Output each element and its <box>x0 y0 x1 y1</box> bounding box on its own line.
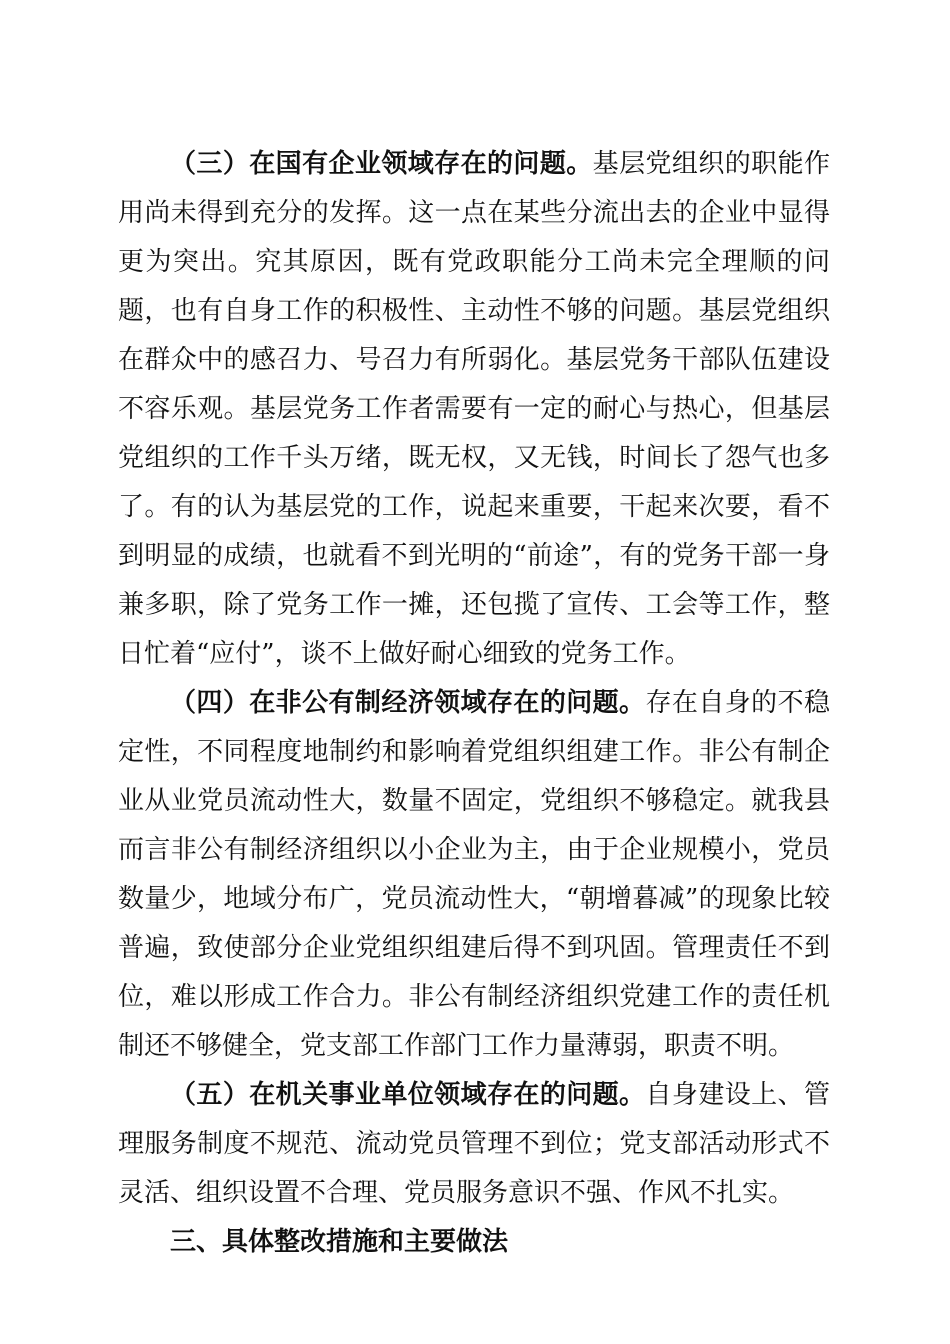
paragraph-lead: （四）在非公有制经济领域存在的问题。 <box>170 688 646 718</box>
paragraph-non-public-economy <box>118 679 830 1071</box>
paragraph-text: 基层党组织的职能作用尚未得到充分的发挥。这一点在某些分流出去的企业中显得更为突出。究其原因，既有党政职能分工尚未完全理顺的问题，也有自身工作的积极性、主动性不够的问题。基层党组织在群众中的感召力、号召力有所弱化。基层党务干部队伍建设不容乐观。基层党务工作者需要有一定的耐心与热心，但基层党组织的工作千头万绪，既无权，又无钱，时间长了怨气也多了。有的认为基层党的工作，说起来重要，干起来次要，看不到明显的成绩，也就看不到光明的“前途”，有的党务干部一身兼多职，除了党务工作一摊，还包揽了宣传、工会等工作，整日忙着“应付”，谈不上做好耐心细致的党务工作。 <box>118 149 830 669</box>
paragraph-state-owned-enterprises <box>118 140 830 679</box>
paragraph-text: 自身建设上、管理服务制度不规范、流动党员管理不到位；党支部活动形式不灵活、组织设置不合理、党员服务意识不强、作风不扎实。 <box>118 1080 830 1208</box>
paragraph-lead: （三）在国有企业领域存在的问题。 <box>170 149 593 179</box>
paragraph-public-institutions <box>118 1071 830 1218</box>
paragraph-lead: （五）在机关事业单位领域存在的问题。 <box>170 1080 646 1110</box>
document-body <box>118 140 830 1267</box>
paragraph-text: 存在自身的不稳定性，不同程度地制约和影响着党组织组建工作。非公有制企业从业党员流动性大，数量不固定，党组织不够稳定。就我县而言非公有制经济组织以小企业为主，由于企业规模小，党员数量少，地域分布广，党员流动性大，“朝增暮减”的现象比较普遍，致使部分企业党组织组建后得不到巩固。管理责任不到位，难以形成工作合力。非公有制经济组织党建工作的责任机制还不够健全，党支部工作部门工作力量薄弱，职责不明。 <box>118 688 830 1061</box>
section-heading: 三、具体整改措施和主要做法 <box>170 1227 509 1257</box>
